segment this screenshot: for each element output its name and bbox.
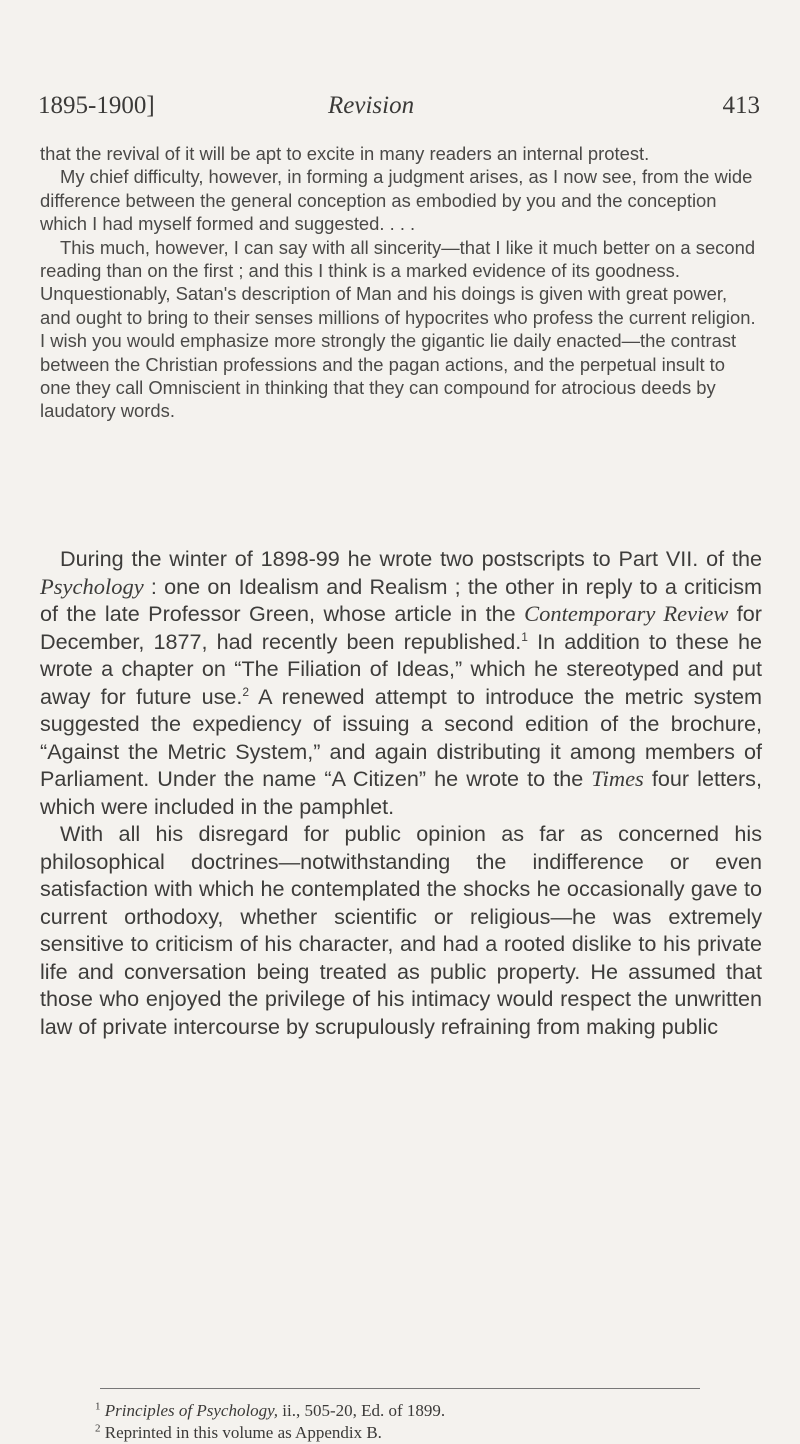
body-paragraph-1 xyxy=(40,545,762,820)
book-title: Psychology xyxy=(40,573,144,599)
quote-paragraph-2: My chief difficulty, however, in forming a judgment arises, as I now see, from the wide difference between the general conception as embodied by you and the conception which I had myself formed and suggested. . . . xyxy=(40,166,753,235)
newspaper-title: Times xyxy=(591,766,644,791)
text-run: : one on Idealism and Realism ; the other in reply to a criticism of the late Professor Green, whose article in the xyxy=(40,573,762,626)
journal-title: Contemporary Review xyxy=(524,601,729,626)
text-run: for December, 1877, had recently been republished. xyxy=(40,601,762,654)
footnote-mark: 1 xyxy=(95,1400,101,1413)
header-title: Revision xyxy=(328,92,415,119)
footnote-title: Principles of Psychology, xyxy=(104,1401,279,1420)
main-text xyxy=(40,545,762,1040)
footnote-1 xyxy=(95,1400,775,1422)
page-number: 413 xyxy=(722,92,760,119)
footnote-ref-1: 1 xyxy=(521,629,528,644)
quote-paragraph-3: This much, however, I can say with all sincerity—that I like it much better on a second reading than on the first ; and this I think is a marked evidence of its goodness. Unquestionably, Satan's description of Man and his doings is given with great power, and ought to bring to their senses millions of hypocrites who profess the current religion. I wish you would emphasize more strongly the gigantic lie daily enacted—the contrast between the Christian professions and the pagan actions, and the perpetual insult to one they call Omniscient in thinking that they can compound for atrocious deeds by laudatory words. xyxy=(40,236,756,422)
body-paragraph-2: With all his disregard for public opinion as far as concerned his philosophical doctrines—notwithstanding the indifference or even satisfaction with which he contemplated the shocks he occasionally gave to current orthodoxy, whether scientific or religious—he was extremely sensitive to criticism of his character, and had a rooted dislike to his private life and conversation being treated as public property. He assumed that those who enjoyed the privilege of his intimacy would respect the unwritten law of private intercourse by scrupulously refraining from making public xyxy=(40,821,762,1039)
quote-paragraph-1: that the revival of it will be apt to excite in many readers an internal protest. xyxy=(40,143,650,164)
footnote-mark: 2 xyxy=(95,1422,101,1435)
footnote-text: ii., 505-20, Ed. of 1899. xyxy=(278,1401,446,1420)
running-header xyxy=(38,92,760,132)
text-run: A renewed attempt to introduce the metric system suggested the expediency of issuing a second edition of the brochure, “Against the Metric System,” and again distributing it among members of Parliament. Under the name “A Citizen” he wrote to the xyxy=(40,683,762,791)
footnote-text: Reprinted in this volume as Appendix B. xyxy=(104,1423,382,1442)
text-run: four letters, which were included in the pamphlet. xyxy=(40,766,762,819)
quoted-letter xyxy=(40,142,760,423)
text-run: In addition to these he wrote a chapter on “The Filiation of Ideas,” which he stereotyped and put away for future use. xyxy=(40,628,762,709)
header-years: 1895-1900] xyxy=(38,92,155,119)
footnotes xyxy=(95,1400,775,1444)
footnote-divider xyxy=(100,1388,700,1389)
footnote-ref-2: 2 xyxy=(242,684,250,699)
footnote-2 xyxy=(95,1422,775,1444)
text-run: During the winter of 1898-99 he wrote two postscripts to Part VII. of the xyxy=(60,546,762,571)
